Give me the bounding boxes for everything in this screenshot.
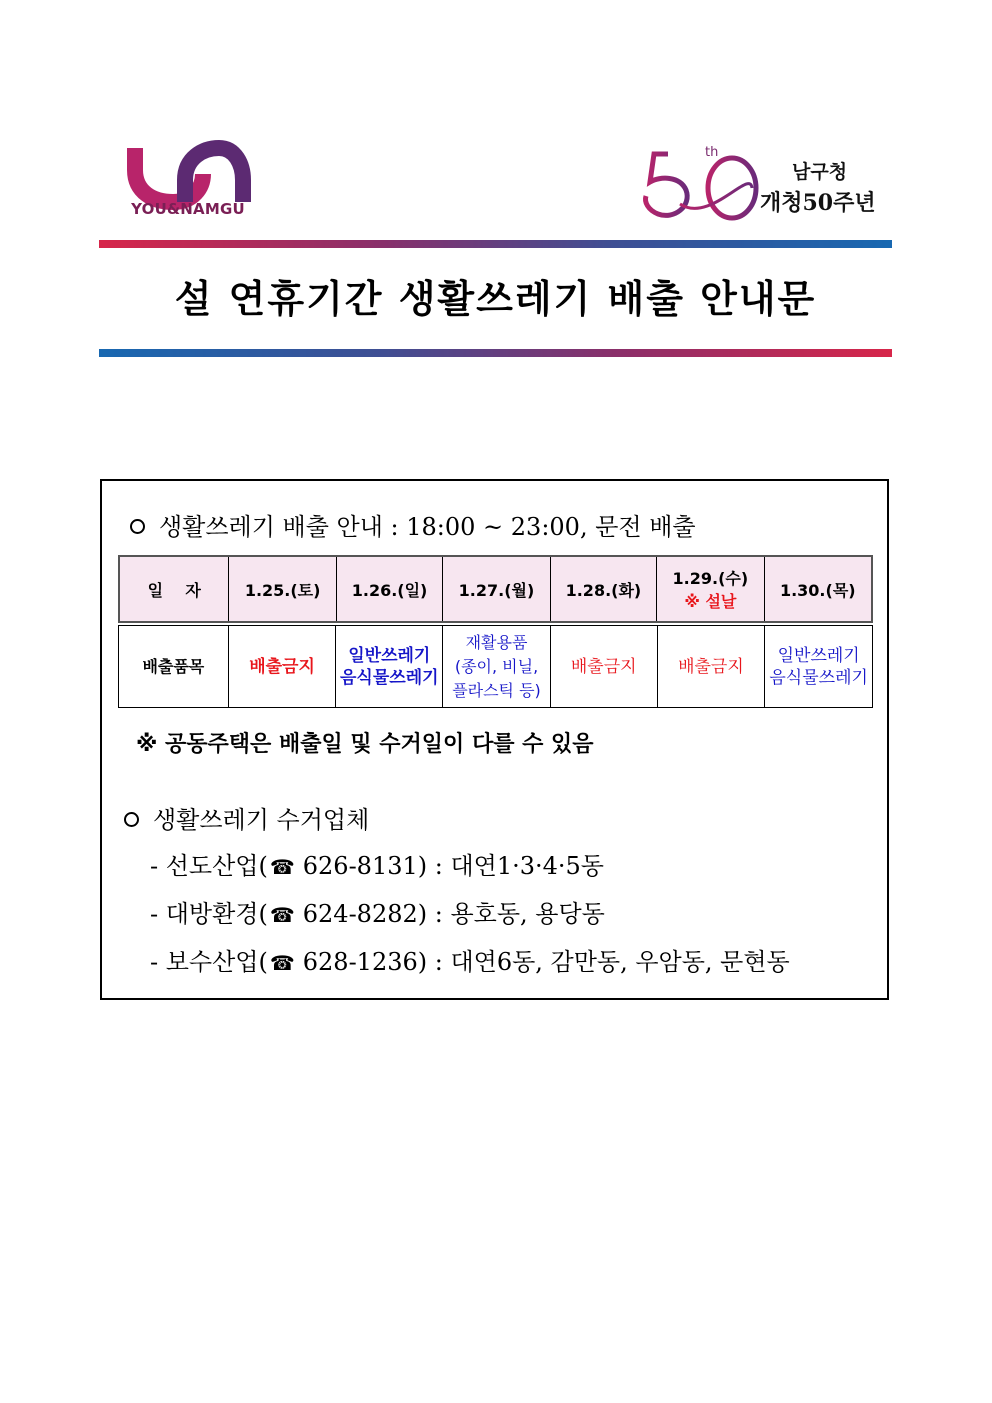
collector-area: : 대연1·3·4·5동	[427, 852, 604, 880]
item-cell	[551, 626, 658, 707]
item-text: 음식물쓰레기	[769, 667, 868, 688]
date-cell	[229, 557, 336, 621]
top-gradient-bar	[99, 240, 892, 248]
header-label-cell	[120, 557, 229, 621]
date-text: 1.28.(화)	[565, 580, 642, 600]
item-text: 배출금지	[678, 656, 744, 677]
collector-name: - 대방환경(	[150, 900, 268, 928]
date-text: 1.29.(수)	[672, 569, 749, 588]
row-label: 배출품목	[142, 656, 205, 676]
brand-line-1: 남구청	[792, 161, 848, 183]
superscript-th: th	[705, 145, 719, 160]
date-text: 1.27.(월)	[458, 580, 535, 600]
collector-line	[150, 894, 605, 929]
collector-line	[150, 942, 790, 977]
section-heading-schedule	[130, 507, 696, 542]
collector-phone: 624-8282)	[302, 900, 428, 928]
collector-phone: 628-1236)	[302, 948, 428, 976]
notice-text: ※ 공동주택은 배출일 및 수거일이 다를 수 있음	[136, 732, 594, 757]
phone-icon: ☎	[269, 855, 295, 879]
table-body-row	[118, 625, 873, 708]
you-namgu-logo-text: YOU&NAMGU	[131, 200, 245, 218]
brand-line-2: 개청50주년	[760, 190, 876, 216]
circle-bullet-icon	[130, 519, 145, 534]
circle-bullet-icon	[124, 812, 139, 827]
table-header-row	[118, 555, 873, 623]
section-heading-schedule-text: 생활쓰레기 배출 안내 : 18:00 ~ 23:00, 문전 배출	[159, 513, 696, 541]
item-text: (종이, 비닐,	[454, 656, 539, 676]
item-text: 플라스틱 등)	[452, 680, 541, 700]
collector-name: - 선도산업(	[150, 852, 268, 880]
collector-phone: 626-8131)	[302, 852, 428, 880]
date-text: 1.30.(목)	[779, 580, 856, 600]
date-text: 1.25.(토)	[244, 580, 321, 600]
date-cell	[657, 557, 764, 621]
item-cell	[765, 626, 872, 707]
schedule-table	[118, 555, 873, 708]
item-text: 일반쓰레기	[348, 645, 431, 666]
header-label: 일 자	[147, 580, 201, 600]
date-text: 1.26.(일)	[351, 580, 428, 600]
collector-area: : 대연6동, 감만동, 우암동, 문현동	[427, 948, 790, 976]
item-text: 배출금지	[249, 656, 315, 677]
section-heading-collectors	[124, 800, 369, 835]
item-cell	[443, 626, 551, 707]
row-label-cell	[119, 626, 229, 707]
date-cell	[337, 557, 443, 621]
collector-line	[150, 846, 604, 881]
date-cell	[765, 557, 871, 621]
date-cell	[443, 557, 550, 621]
item-cell	[229, 626, 337, 707]
date-cell	[551, 557, 657, 621]
item-cell	[336, 626, 443, 707]
phone-icon: ☎	[269, 951, 295, 975]
collector-area: : 용호동, 용당동	[427, 900, 605, 928]
section-heading-collectors-text: 생활쓰레기 수거업체	[153, 806, 370, 834]
holiday-note: ※ 설날	[684, 592, 737, 611]
item-text: 음식물쓰레기	[340, 667, 439, 688]
bottom-gradient-bar	[99, 349, 892, 357]
item-text: 재활용품	[465, 632, 528, 652]
item-cell	[658, 626, 766, 707]
phone-icon: ☎	[269, 903, 295, 927]
item-text: 배출금지	[570, 656, 637, 677]
item-text: 일반쓰레기	[777, 645, 860, 666]
collector-name: - 보수산업(	[150, 948, 268, 976]
page-title: 설 연휴기간 생활쓰레기 배출 안내문	[174, 277, 817, 321]
